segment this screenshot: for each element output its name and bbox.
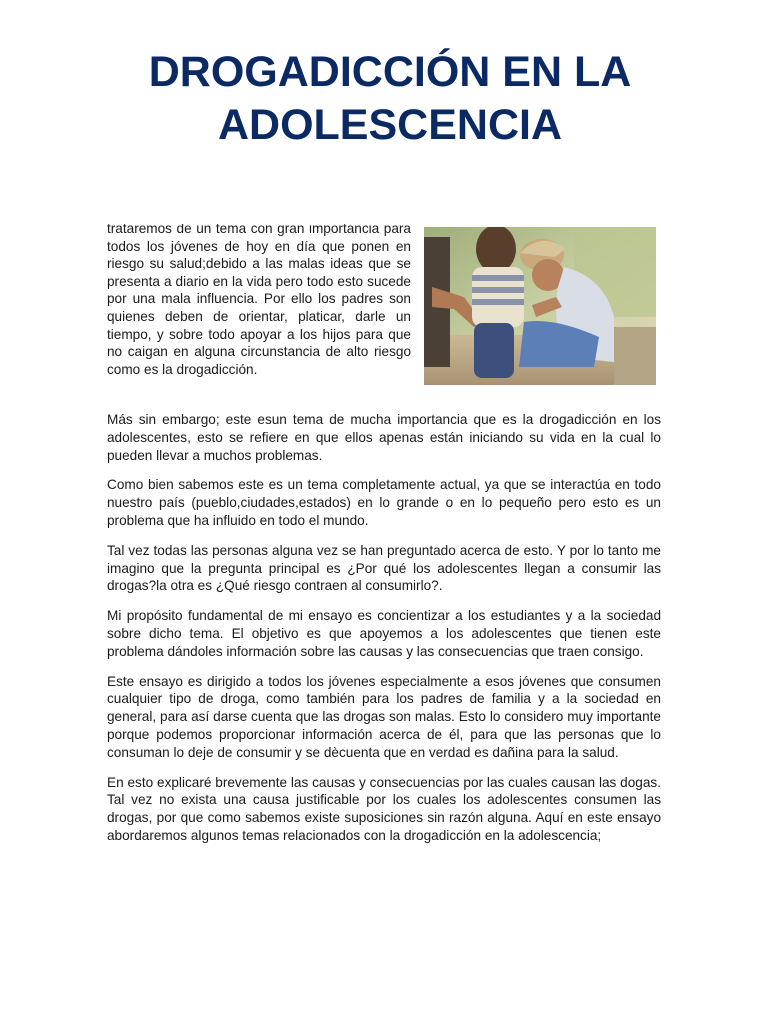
- document-title: DROGADICCIÓN EN LA ADOLESCENCIA: [148, 48, 632, 149]
- intro-paragraph: trataremos de un tema con gran importancia para todos los jóvenes de hoy en día que ponen en riesgo su salud;debido a las malas ideas que se presenta a diario en la vida pero todo esto sucede por una mala influencia. Por ello los padres son quienes deben de orientar, platicar, darle un tiempo, y sobre todo apoyar a los hijos para que no caigan en alguna circunstancia de alto riesgo como es la drogadicción.: [107, 224, 411, 377]
- paragraph: Tal vez todas las personas alguna vez se han preguntado acerca de esto. Y por lo tanto me imagino que la pregunta principal es ¿Por qué los adolescentes llegan a consumir las drogas?la otra es ¿Qué riesgo contraen al consumirlo?.: [107, 542, 661, 594]
- paragraph: Más sin embargo; este esun tema de mucha importancia que es la drogadicción en los adolescentes, esto se refiere en que ellos apenas están iniciando su vida en la cual lo pueden llevar a muchos problemas.: [107, 412, 661, 463]
- paragraph: Este ensayo es dirigido a todos los jóvenes especialmente a esos jóvenes que consumen cualquier tipo de droga, como también para los padres de familia y a la sociedad en general, para así darse cuenta que las drogas son malas. Esto lo considero muy importante porque podemos proporcionar información acerca de él, para que las personas que lo consuman lo deje de consumir y se dècuenta que en verdad es dañina para la salud.: [107, 673, 661, 760]
- intro-container: [107, 224, 411, 402]
- teens-photo: [424, 227, 656, 385]
- paragraph: Como bien sabemos este es un tema completamente actual, ya que se interactúa en todo nuestro país (pueblo,ciudades,estados) en lo grande o en lo pequeño pero esto es un problema que ha influido en todo el mundo.: [107, 477, 661, 528]
- paragraph: Mi propósito fundamental de mi ensayo es concientizar a los estudiantes y a la sociedad sobre dicho tema. El objetivo es que apoyemos a los adolescentes que tienen este problema dándoles información sobre las causas y las consecuencias que traen consigo.: [107, 608, 661, 659]
- body-paragraphs: [107, 411, 661, 857]
- paragraph: En esto explicaré brevemente las causas y consecuencias por las cuales causan las dogas. Tal vez no exista una causa justificable por los cuales los adolescentes consumen las drogas, por que como sabemos existe suposiciones sin razón alguna. Aquí en este ensayo abordaremos algunos temas relacionados con la drogadicción en la adolescencia;: [107, 774, 661, 843]
